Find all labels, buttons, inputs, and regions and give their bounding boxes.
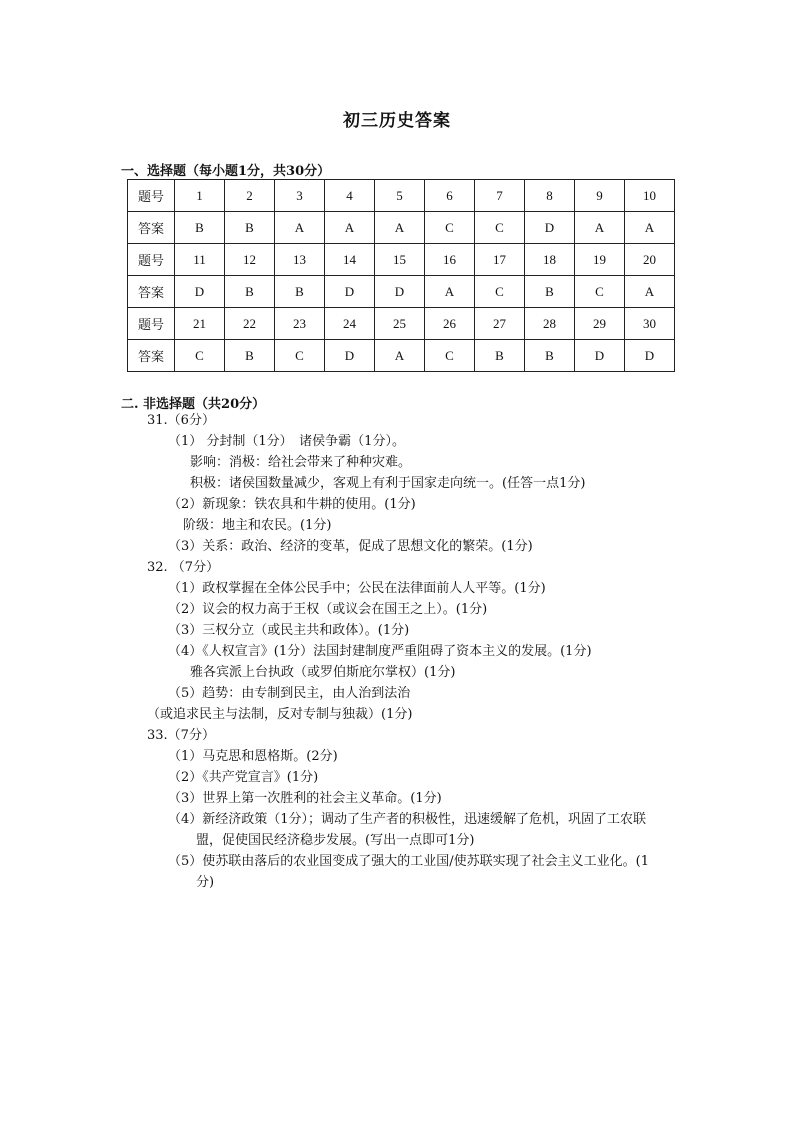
answer-cell: C — [475, 276, 525, 308]
question-number-cell: 11 — [175, 244, 225, 276]
answer-cell: D — [625, 340, 675, 372]
question-number-cell: 5 — [375, 180, 425, 212]
answer-cell: C — [575, 276, 625, 308]
question-number-cell: 20 — [625, 244, 675, 276]
answer-cell: A — [375, 340, 425, 372]
answer-cell: D — [325, 276, 375, 308]
question-number-cell: 28 — [525, 308, 575, 340]
answer-cell: D — [575, 340, 625, 372]
q31-part2: （2）新现象：铁农具和牛耕的使用。(1分) — [168, 497, 416, 512]
q33-part2: （2）《共产党宣言》(1分) — [168, 770, 319, 785]
answer-table — [127, 179, 675, 372]
answer-cell: B — [175, 212, 225, 244]
question-number-cell: 13 — [275, 244, 325, 276]
answer-cell: A — [625, 212, 675, 244]
q32-part1: （1）政权掌握在全体公民手中；公民在法律面前人人平等。(1分) — [168, 581, 546, 596]
q33-part5: （5）使苏联由落后的农业国变成了强大的工业国/使苏联实现了社会主义工业化。(1 — [168, 854, 649, 869]
question-number-cell: 12 — [225, 244, 275, 276]
answer-cell: B — [275, 276, 325, 308]
table-row — [128, 212, 675, 244]
question-number-cell: 1 — [175, 180, 225, 212]
q33-part4-cont: 盟，促使国民经济稳步发展。(写出一点即可1分) — [196, 833, 475, 848]
answer-cell: C — [175, 340, 225, 372]
q32-part2: （2）议会的权力高于王权（或议会在国王之上）。(1分) — [168, 602, 488, 617]
q31-part3: （3）关系：政治、经济的变革，促成了思想文化的繁荣。(1分) — [168, 539, 533, 554]
q32-part3: （3）三权分立（或民主共和政体）。(1分) — [168, 623, 410, 638]
q31-impact-positive: 积极：诸侯国数量减少，客观上有利于国家走向统一。(任答一点1分) — [190, 476, 586, 491]
answer-cell: B — [475, 340, 525, 372]
question-number-cell: 7 — [475, 180, 525, 212]
answer-cell: B — [225, 276, 275, 308]
row-label-question: 题号 — [128, 308, 175, 340]
table-row — [128, 180, 675, 212]
answer-cell: B — [225, 212, 275, 244]
answer-cell: A — [325, 212, 375, 244]
question-number-cell: 23 — [275, 308, 325, 340]
question-number-cell: 18 — [525, 244, 575, 276]
table-row — [128, 308, 675, 340]
section1-heading: 一、选择题（每小题1分，共30分） — [121, 164, 331, 179]
table-row — [128, 340, 675, 372]
answer-cell: A — [275, 212, 325, 244]
answer-cell: C — [425, 212, 475, 244]
answer-cell: D — [525, 212, 575, 244]
question-number-cell: 27 — [475, 308, 525, 340]
answer-cell: C — [275, 340, 325, 372]
q31-class: 阶级：地主和农民。(1分) — [183, 518, 332, 533]
answer-cell: C — [475, 212, 525, 244]
question-number-cell: 3 — [275, 180, 325, 212]
section2-heading: 二. 非选择题（共20分） — [121, 397, 266, 412]
question-number-cell: 21 — [175, 308, 225, 340]
table-row — [128, 244, 675, 276]
q33-part1: （1）马克思和恩格斯。(2分) — [168, 749, 338, 764]
answer-cell: D — [325, 340, 375, 372]
question-number-cell: 19 — [575, 244, 625, 276]
question-number-cell: 10 — [625, 180, 675, 212]
question-number-cell: 26 — [425, 308, 475, 340]
table-row — [128, 276, 675, 308]
q32-header: 32. （7分） — [147, 560, 220, 575]
question-number-cell: 16 — [425, 244, 475, 276]
question-number-cell: 22 — [225, 308, 275, 340]
question-number-cell: 15 — [375, 244, 425, 276]
question-number-cell: 9 — [575, 180, 625, 212]
q33-part5-cont: 分) — [196, 875, 215, 890]
row-label-answer: 答案 — [128, 276, 175, 308]
question-number-cell: 6 — [425, 180, 475, 212]
answer-cell: A — [375, 212, 425, 244]
question-number-cell: 17 — [475, 244, 525, 276]
question-number-cell: 24 — [325, 308, 375, 340]
q31-part1: （1） 分封制（1分） 诸侯争霸（1分）。 — [168, 434, 405, 449]
answer-cell: A — [625, 276, 675, 308]
page-title: 初三历史答案 — [343, 111, 451, 131]
question-number-cell: 25 — [375, 308, 425, 340]
q32-part4: （4）《人权宣言》(1分）法国封建制度严重阻碍了资本主义的发展。(1分) — [168, 644, 592, 659]
answer-cell: D — [175, 276, 225, 308]
q32-part4-cont: 雅各宾派上台执政（或罗伯斯庇尔掌权）(1分) — [190, 665, 456, 680]
question-number-cell: 2 — [225, 180, 275, 212]
q33-part4: （4）新经济政策（1分）；调动了生产者的积极性，迅速缓解了危机，巩固了工农联 — [168, 812, 647, 827]
question-number-cell: 4 — [325, 180, 375, 212]
q32-part5: （5）趋势：由专制到民主，由人治到法治 — [168, 686, 411, 701]
answer-cell: B — [525, 340, 575, 372]
answer-cell: A — [575, 212, 625, 244]
answer-cell: B — [225, 340, 275, 372]
answer-cell: C — [425, 340, 475, 372]
question-number-cell: 8 — [525, 180, 575, 212]
row-label-question: 题号 — [128, 244, 175, 276]
question-number-cell: 14 — [325, 244, 375, 276]
answer-cell: A — [425, 276, 475, 308]
q32-part5-cont: （或追求民主与法制，反对专制与独裁）(1分) — [147, 707, 413, 722]
q33-header: 33.（7分） — [147, 728, 215, 743]
q31-header: 31.（6分） — [147, 413, 215, 428]
question-number-cell: 30 — [625, 308, 675, 340]
question-number-cell: 29 — [575, 308, 625, 340]
answer-cell: D — [375, 276, 425, 308]
row-label-answer: 答案 — [128, 212, 175, 244]
q31-impact-negative: 影响：消极：给社会带来了种种灾难。 — [190, 455, 412, 470]
row-label-answer: 答案 — [128, 340, 175, 372]
answer-cell: B — [525, 276, 575, 308]
row-label-question: 题号 — [128, 180, 175, 212]
q33-part3: （3）世界上第一次胜利的社会主义革命。(1分) — [168, 791, 442, 806]
